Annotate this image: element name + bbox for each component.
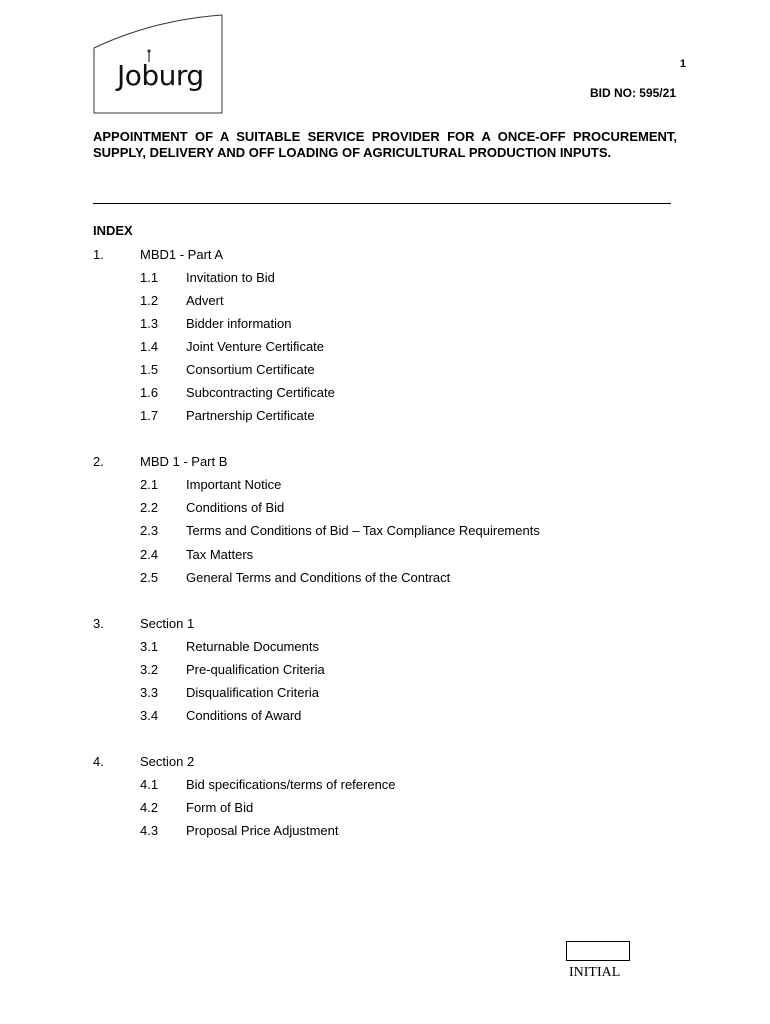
- initial-box[interactable]: [566, 941, 630, 961]
- item-number: 1.1: [140, 270, 159, 285]
- item-label: Advert: [186, 293, 224, 308]
- item-number: 2.5: [140, 570, 159, 585]
- item-number: 1.7: [140, 408, 159, 423]
- item-label: Terms and Conditions of Bid – Tax Compliance Requirements: [186, 523, 540, 538]
- index-heading: INDEX: [93, 223, 133, 238]
- section-title: Section 2: [140, 754, 195, 769]
- initial-label: INITIAL: [569, 965, 621, 980]
- item-number: 3.3: [140, 685, 159, 700]
- item-number: 1.5: [140, 362, 159, 377]
- item-label: Returnable Documents: [186, 639, 319, 654]
- item-number: 3.1: [140, 639, 159, 654]
- item-label: Joint Venture Certificate: [186, 339, 325, 354]
- item-label: Subcontracting Certificate: [186, 385, 335, 400]
- item-number: 1.2: [140, 293, 159, 308]
- item-label: Invitation to Bid: [186, 270, 275, 285]
- joburg-logo: [93, 14, 223, 114]
- item-number: 4.3: [140, 823, 159, 838]
- item-label: Bidder information: [186, 316, 292, 331]
- item-number: 3.4: [140, 708, 159, 723]
- item-label: Consortium Certificate: [186, 362, 315, 377]
- item-number: 1.6: [140, 385, 159, 400]
- item-number: 2.1: [140, 477, 159, 492]
- item-label: Pre-qualification Criteria: [186, 662, 325, 677]
- item-number: 2.4: [140, 547, 159, 562]
- item-label: Conditions of Bid: [186, 500, 285, 515]
- item-label: Bid specifications/terms of reference: [186, 777, 396, 792]
- section-number: 1.: [93, 247, 104, 262]
- horizontal-rule: [93, 203, 671, 204]
- section-number: 2.: [93, 454, 104, 469]
- item-label: Proposal Price Adjustment: [186, 823, 339, 838]
- item-number: 2.3: [140, 523, 159, 538]
- item-number: 1.3: [140, 316, 159, 331]
- section-title: Section 1: [140, 616, 195, 631]
- item-label: Important Notice: [186, 477, 282, 492]
- section-title: MBD 1 - Part B: [140, 454, 228, 469]
- item-label: Partnership Certificate: [186, 408, 315, 423]
- section-number: 3.: [93, 616, 104, 631]
- item-label: Tax Matters: [186, 547, 254, 562]
- item-number: 2.2: [140, 500, 159, 515]
- item-number: 4.2: [140, 800, 159, 815]
- section-number: 4.: [93, 754, 104, 769]
- item-label: Conditions of Award: [186, 708, 302, 723]
- page-number: 1: [679, 58, 686, 70]
- item-label: Disqualification Criteria: [186, 685, 319, 700]
- logo-text: Joburg: [117, 59, 204, 92]
- section-title: MBD1 - Part A: [140, 247, 224, 262]
- item-label: General Terms and Conditions of the Contract: [186, 570, 451, 585]
- item-number: 3.2: [140, 662, 159, 677]
- item-number: 4.1: [140, 777, 159, 792]
- item-label: Form of Bid: [186, 800, 254, 815]
- document-title: APPOINTMENT OF A SUITABLE SERVICE PROVIDER FOR A ONCE-OFF PROCUREMENT, SUPPLY, DELIVERY AND OFF LOADING OF AGRICULTURAL PRODUCTION INPUTS.: [93, 129, 677, 160]
- bid-number: BID NO: 595/21: [589, 86, 676, 100]
- item-number: 1.4: [140, 339, 159, 354]
